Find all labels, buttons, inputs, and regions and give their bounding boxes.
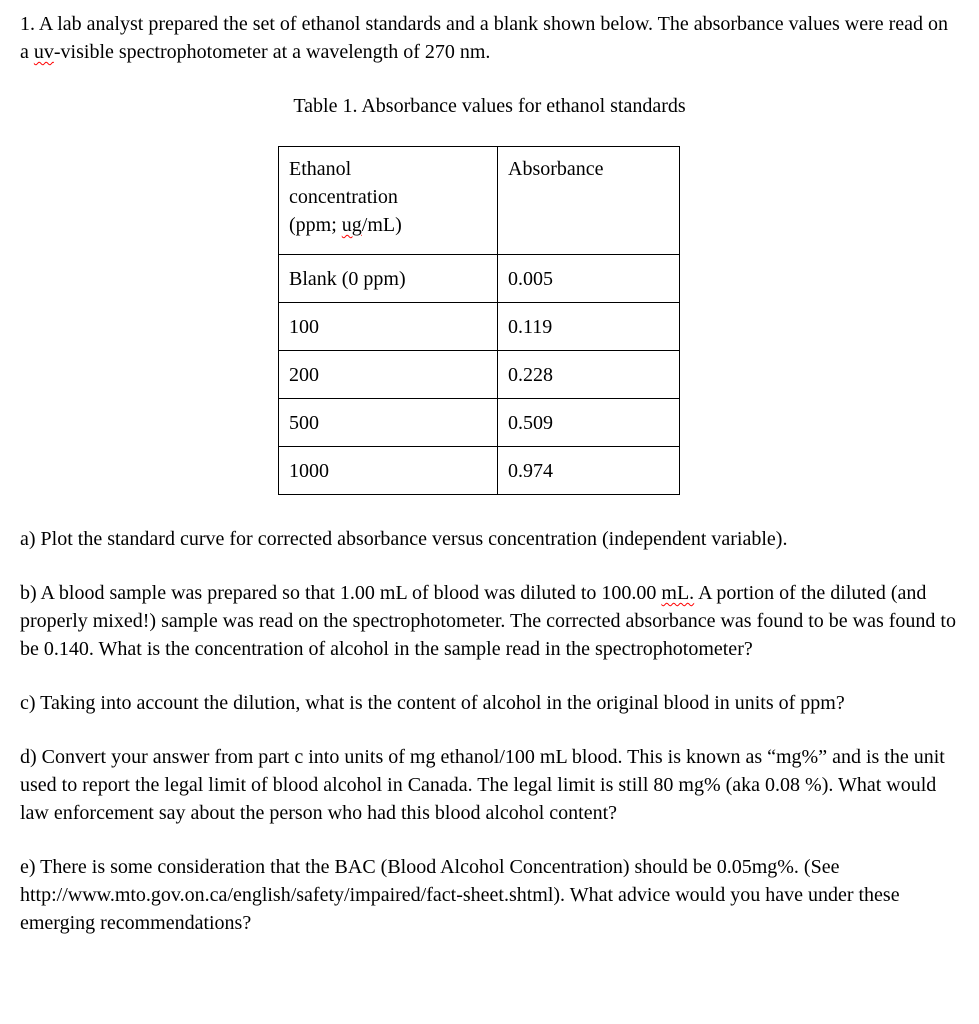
intro-paragraph	[20, 10, 959, 66]
question-e: e) There is some consideration that the BAC (Blood Alcohol Concentration) should be 0.05mg%. (See http://www.mto.gov.on.ca/english/safety/impaired/fact-sheet.shtml). What advice would you have under these emerging recommendations?	[20, 856, 900, 934]
cell-concentration: 1000	[279, 447, 498, 495]
table-row	[279, 447, 680, 495]
question-b	[20, 579, 959, 663]
question-b-misspelled-ml: mL.	[661, 582, 695, 604]
table-row	[279, 351, 680, 399]
header-units-pre: (ppm;	[289, 214, 342, 236]
header-concentration-line-1: Ethanol	[289, 158, 352, 180]
question-a: a) Plot the standard curve for corrected absorbance versus concentration (independent variable).	[20, 528, 788, 550]
cell-absorbance: 0.509	[498, 399, 680, 447]
question-c: c) Taking into account the dilution, what is the content of alcohol in the original blood in units of ppm?	[20, 692, 845, 714]
cell-concentration: 200	[279, 351, 498, 399]
intro-misspelled-uv: uv	[33, 41, 54, 63]
header-concentration-line-3	[289, 211, 487, 239]
cell-absorbance: 0.974	[498, 447, 680, 495]
cell-absorbance: 0.119	[498, 303, 680, 351]
cell-concentration: Blank (0 ppm)	[279, 255, 498, 303]
question-b-text-1: b) A blood sample was prepared so that 1.00 mL of blood was diluted to 100.00	[20, 582, 662, 604]
table-row	[279, 303, 680, 351]
question-b-text-2: A portion of the diluted (and properly mixed!) sample was read on the spectrophotometer. The corrected absorbance was found to be was found to be 0.140. What is the concentration of alcohol in the sample read in the spectrophotometer?	[20, 582, 956, 660]
table-header-row	[279, 147, 680, 255]
table-row	[279, 255, 680, 303]
cell-absorbance: 0.228	[498, 351, 680, 399]
header-units-post: /mL)	[361, 214, 402, 236]
intro-text-1: 1. A lab analyst prepared the set of ethanol standards and a blank shown below. The absorbance values were read on a	[20, 13, 949, 63]
table-header-concentration	[279, 147, 498, 255]
header-concentration-line-2: concentration	[289, 186, 398, 208]
cell-concentration: 100	[279, 303, 498, 351]
cell-concentration: 500	[279, 399, 498, 447]
standards-table	[278, 146, 680, 495]
table-header-absorbance: Absorbance	[498, 147, 680, 255]
cell-absorbance: 0.005	[498, 255, 680, 303]
intro-text-2: -visible spectrophotometer at a wavelength of 270 nm.	[53, 41, 491, 63]
table-row	[279, 399, 680, 447]
header-misspelled-ug: ug	[341, 214, 362, 236]
question-d: d) Convert your answer from part c into units of mg ethanol/100 mL blood. This is known as “mg%” and is the unit used to report the legal limit of blood alcohol in Canada. The legal limit is still 80 mg% (aka 0.08 %). What would law enforcement say about the person who had this blood alcohol content?	[20, 746, 945, 824]
table-caption: Table 1. Absorbance values for ethanol standards	[293, 95, 686, 117]
